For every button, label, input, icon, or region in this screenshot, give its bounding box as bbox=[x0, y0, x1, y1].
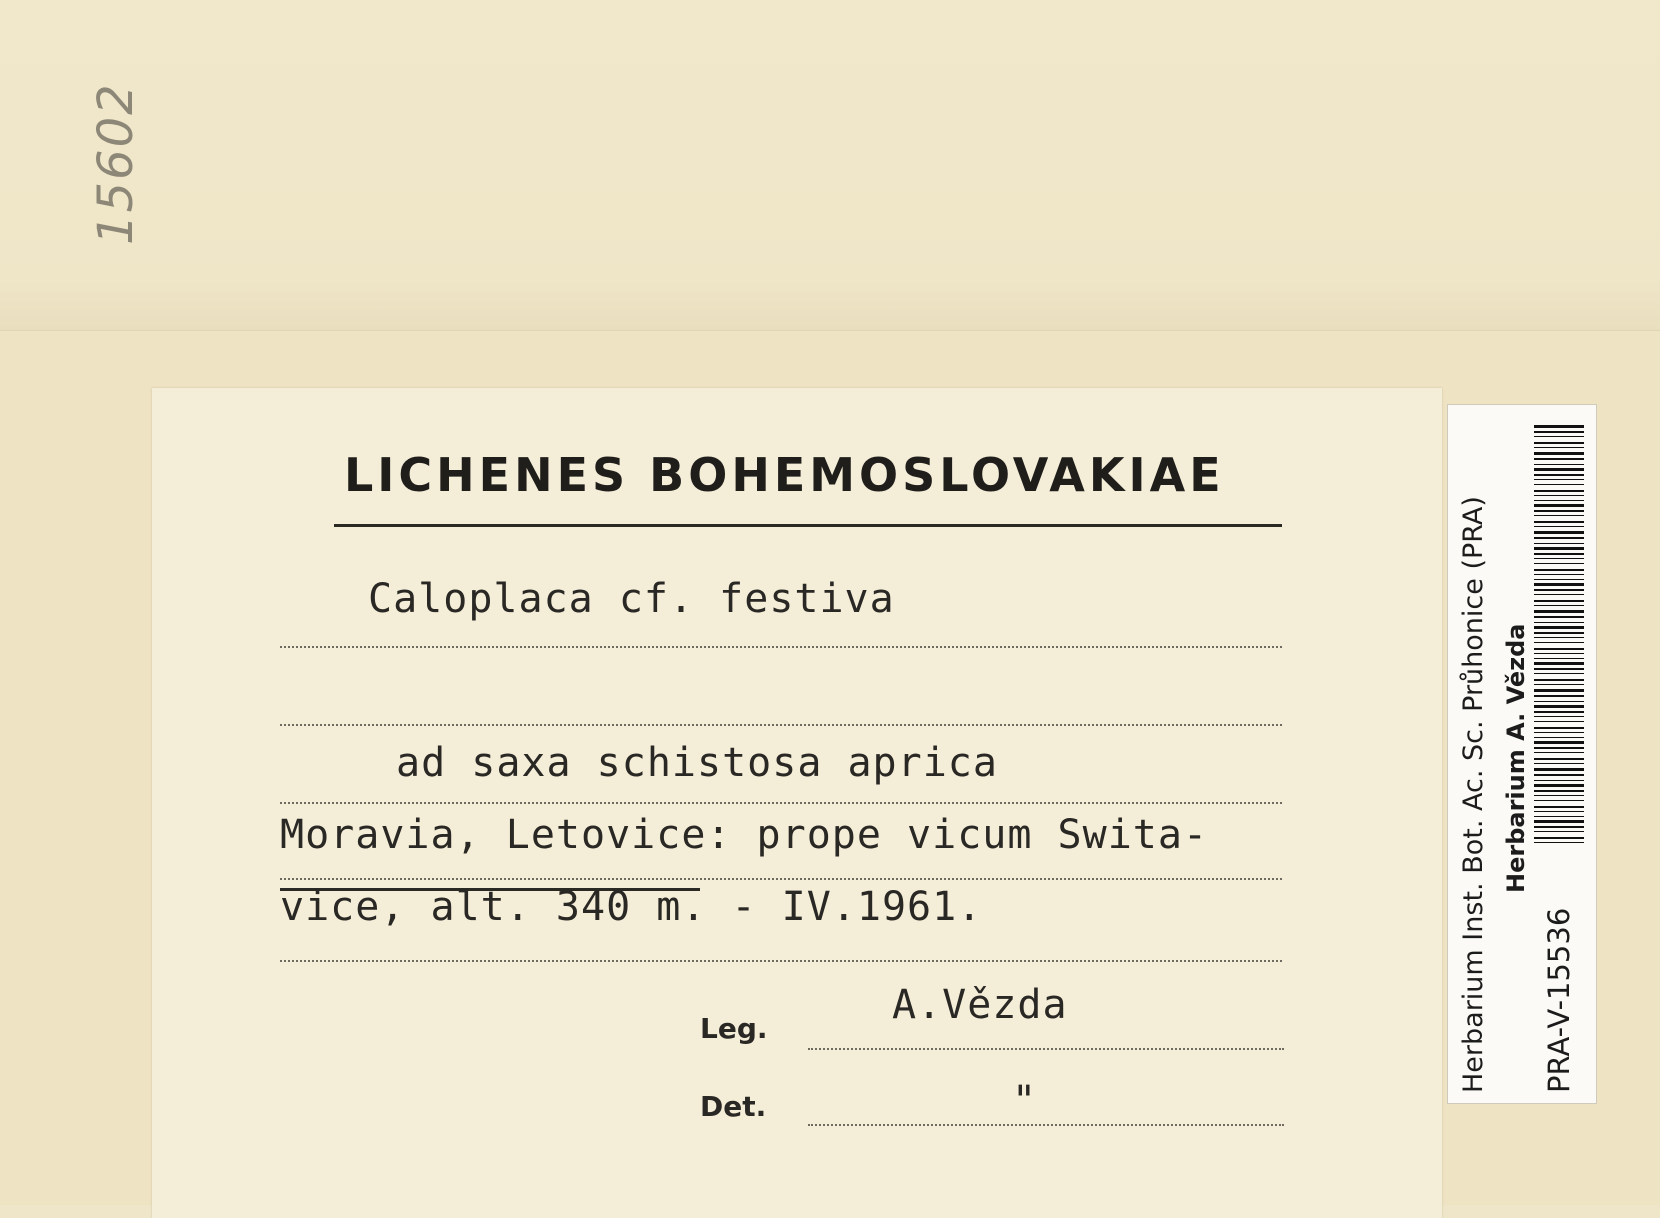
barcode-bar bbox=[1534, 800, 1584, 801]
barcode-bar bbox=[1534, 464, 1584, 465]
barcode-bar bbox=[1534, 500, 1584, 501]
locality-line-1: Moravia, Letovice: prope vicum Switа- bbox=[280, 812, 1209, 858]
dotted-line bbox=[808, 1048, 1284, 1050]
barcode-bar bbox=[1534, 558, 1584, 559]
barcode-bar bbox=[1534, 504, 1584, 507]
barcode-bar bbox=[1534, 816, 1584, 817]
barcode-bar bbox=[1534, 579, 1584, 580]
barcode-bar bbox=[1534, 526, 1584, 527]
locality-line-2: vice, alt. 340 m. - IV.1961. bbox=[280, 884, 983, 930]
barcode-bar bbox=[1534, 648, 1584, 650]
barcode-bar bbox=[1534, 637, 1584, 638]
barcode-bar bbox=[1534, 658, 1584, 659]
barcode-bar bbox=[1534, 605, 1584, 606]
barcode-bar bbox=[1534, 547, 1584, 550]
barcode-bar bbox=[1534, 684, 1584, 685]
barcode-bar bbox=[1534, 626, 1584, 629]
barcode-bar bbox=[1534, 642, 1584, 643]
herbarium-barcode-strip bbox=[1447, 404, 1597, 1104]
barcode-bar bbox=[1534, 479, 1584, 480]
det-label: Det. bbox=[700, 1090, 767, 1123]
barcode-bar bbox=[1534, 679, 1584, 681]
barcode-bar bbox=[1534, 447, 1584, 448]
barcode-bar bbox=[1534, 662, 1584, 665]
barcode-bar bbox=[1534, 490, 1584, 492]
barcode-bar bbox=[1534, 452, 1584, 455]
collection-text: Herbarium A. Vězda bbox=[1502, 623, 1530, 893]
barcode-bar bbox=[1534, 701, 1584, 702]
barcode-bar bbox=[1534, 436, 1584, 437]
barcode-bar bbox=[1534, 574, 1584, 575]
barcode-bar bbox=[1534, 484, 1584, 485]
barcode-bar bbox=[1534, 768, 1584, 771]
leg-value: A.Vězda bbox=[892, 982, 1068, 1028]
barcode-bar bbox=[1534, 425, 1584, 428]
species-name: Caloplaca cf. festiva bbox=[368, 576, 895, 622]
barcode-bar bbox=[1534, 737, 1584, 738]
barcode-bar bbox=[1534, 600, 1584, 602]
institution-text: Herbarium Inst. Bot. Ac. Sc. Průhonice (PRA) bbox=[1458, 496, 1489, 1093]
barcode-bar bbox=[1534, 510, 1584, 512]
folder-top-flap bbox=[0, 0, 1660, 330]
barcode-bar bbox=[1534, 842, 1584, 843]
barcode-bar bbox=[1534, 837, 1584, 839]
barcode-bar bbox=[1534, 784, 1584, 787]
barcode-bar bbox=[1534, 820, 1584, 823]
dotted-line bbox=[280, 646, 1282, 648]
leg-label: Leg. bbox=[700, 1012, 768, 1045]
barcode-bar bbox=[1534, 563, 1584, 564]
barcode-bar bbox=[1534, 616, 1584, 618]
barcode-bar bbox=[1534, 673, 1584, 674]
barcode-bar bbox=[1534, 831, 1584, 832]
barcode-bar bbox=[1534, 716, 1584, 717]
barcode-bar bbox=[1534, 780, 1584, 781]
barcode-bar bbox=[1534, 543, 1584, 544]
barcode-bar bbox=[1534, 531, 1584, 534]
barcode bbox=[1534, 425, 1584, 845]
barcode-bar bbox=[1534, 721, 1584, 722]
title-rule bbox=[334, 524, 1282, 527]
specimen-label bbox=[152, 388, 1442, 1218]
det-value: " bbox=[1012, 1078, 1038, 1124]
barcode-bar bbox=[1534, 653, 1584, 654]
barcode-bar bbox=[1534, 622, 1584, 623]
barcode-bar bbox=[1534, 495, 1584, 496]
barcode-bar bbox=[1534, 795, 1584, 796]
dotted-line bbox=[808, 1124, 1284, 1126]
barcode-bar bbox=[1534, 431, 1584, 433]
barcode-bar bbox=[1534, 442, 1584, 444]
barcode-bar bbox=[1534, 553, 1584, 555]
barcode-bar bbox=[1534, 458, 1584, 460]
barcode-bar bbox=[1534, 711, 1584, 713]
barcode-bar bbox=[1534, 790, 1584, 792]
barcode-bar bbox=[1534, 583, 1584, 586]
barcode-bar bbox=[1534, 521, 1584, 523]
barcode-bar bbox=[1534, 632, 1584, 634]
label-title: LICHENES BOHEMOSLOVAKIAE bbox=[344, 448, 1225, 502]
barcode-bar bbox=[1534, 741, 1584, 744]
barcode-bar bbox=[1534, 695, 1584, 697]
barcode-bar bbox=[1534, 705, 1584, 708]
barcode-bar bbox=[1534, 610, 1584, 613]
barcode-bar bbox=[1534, 537, 1584, 539]
barcode-bar bbox=[1534, 732, 1584, 733]
dotted-line bbox=[280, 960, 1282, 962]
pencil-annotation: 15602 bbox=[88, 82, 144, 245]
barcode-bar bbox=[1534, 747, 1584, 749]
dotted-line bbox=[280, 802, 1282, 804]
barcode-bar bbox=[1534, 474, 1584, 476]
barcode-bar bbox=[1534, 727, 1584, 729]
barcode-bar bbox=[1534, 806, 1584, 808]
barcode-bar bbox=[1534, 668, 1584, 670]
barcode-bar bbox=[1534, 758, 1584, 760]
barcode-bar bbox=[1534, 468, 1584, 471]
barcode-bar bbox=[1534, 826, 1584, 828]
dotted-line bbox=[280, 724, 1282, 726]
barcode-bar bbox=[1534, 569, 1584, 571]
barcode-bar bbox=[1534, 811, 1584, 812]
barcode-bar bbox=[1534, 763, 1584, 764]
dotted-line bbox=[280, 878, 1282, 880]
barcode-bar bbox=[1534, 515, 1584, 516]
barcode-bar bbox=[1534, 752, 1584, 753]
catalog-number: PRA-V-15536 bbox=[1542, 907, 1576, 1093]
barcode-bar bbox=[1534, 774, 1584, 776]
barcode-bar bbox=[1534, 594, 1584, 595]
barcode-bar bbox=[1534, 589, 1584, 591]
substrate-text: ad saxa schistosa aprica bbox=[396, 740, 998, 786]
barcode-bar bbox=[1534, 689, 1584, 692]
